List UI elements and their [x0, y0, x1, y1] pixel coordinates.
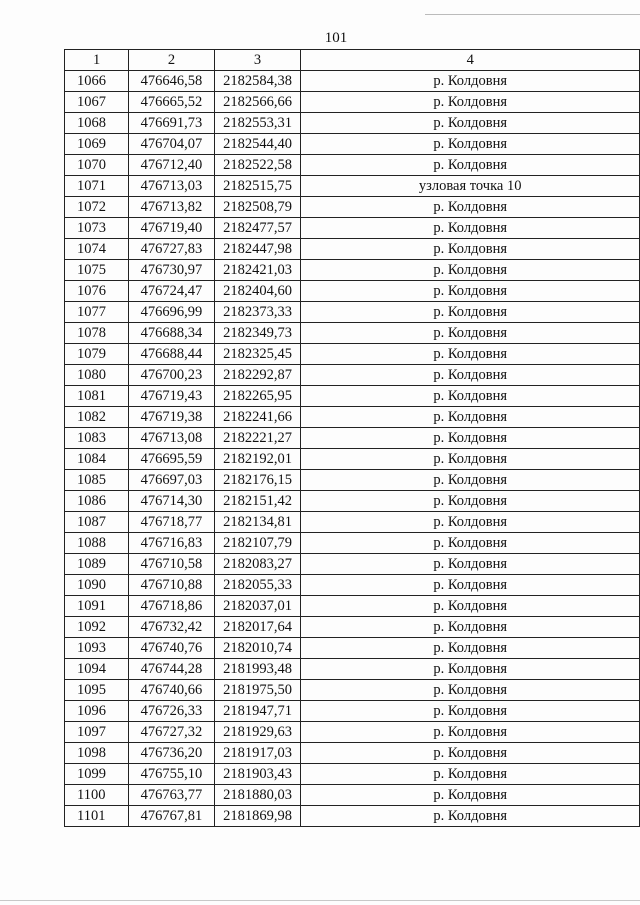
point-number-cell: 1068 — [65, 113, 129, 134]
description-cell: р. Колдовня — [301, 386, 640, 407]
y-coordinate-cell: 2182107,79 — [214, 533, 301, 554]
description-cell: р. Колдовня — [301, 680, 640, 701]
description-cell: р. Колдовня — [301, 743, 640, 764]
y-coordinate-cell: 2181947,71 — [214, 701, 301, 722]
description-cell: р. Колдовня — [301, 449, 640, 470]
description-cell: р. Колдовня — [301, 575, 640, 596]
point-number-cell: 1088 — [65, 533, 129, 554]
y-coordinate-cell: 2182584,38 — [214, 71, 301, 92]
description-cell: р. Колдовня — [301, 113, 640, 134]
description-cell: р. Колдовня — [301, 806, 640, 827]
point-number-cell: 1070 — [65, 155, 129, 176]
table-row — [65, 617, 640, 638]
y-coordinate-cell: 2181880,03 — [214, 785, 301, 806]
x-coordinate-cell: 476719,40 — [129, 218, 214, 239]
table-row — [65, 701, 640, 722]
y-coordinate-cell: 2182349,73 — [214, 323, 301, 344]
x-coordinate-cell: 476732,42 — [129, 617, 214, 638]
y-coordinate-cell: 2181903,43 — [214, 764, 301, 785]
y-coordinate-cell: 2182265,95 — [214, 386, 301, 407]
description-cell: узловая точка 10 — [301, 176, 640, 197]
point-number-cell: 1080 — [65, 365, 129, 386]
table-row — [65, 71, 640, 92]
description-cell: р. Колдовня — [301, 701, 640, 722]
y-coordinate-cell: 2182566,66 — [214, 92, 301, 113]
x-coordinate-cell: 476718,86 — [129, 596, 214, 617]
y-coordinate-cell: 2182292,87 — [214, 365, 301, 386]
y-coordinate-cell: 2182404,60 — [214, 281, 301, 302]
x-coordinate-cell: 476730,97 — [129, 260, 214, 281]
point-number-cell: 1092 — [65, 617, 129, 638]
x-coordinate-cell: 476695,59 — [129, 449, 214, 470]
header-cell-4: 4 — [301, 50, 640, 71]
point-number-cell: 1082 — [65, 407, 129, 428]
table-row — [65, 386, 640, 407]
y-coordinate-cell: 2182055,33 — [214, 575, 301, 596]
point-number-cell: 1069 — [65, 134, 129, 155]
description-cell: р. Колдовня — [301, 155, 640, 176]
table-row — [65, 743, 640, 764]
point-number-cell: 1093 — [65, 638, 129, 659]
description-cell: р. Колдовня — [301, 92, 640, 113]
description-cell: р. Колдовня — [301, 554, 640, 575]
y-coordinate-cell: 2182421,03 — [214, 260, 301, 281]
point-number-cell: 1071 — [65, 176, 129, 197]
table-row — [65, 428, 640, 449]
table-row — [65, 323, 640, 344]
table-row — [65, 575, 640, 596]
table-row — [65, 92, 640, 113]
x-coordinate-cell: 476713,03 — [129, 176, 214, 197]
y-coordinate-cell: 2182522,58 — [214, 155, 301, 176]
table-row — [65, 785, 640, 806]
y-coordinate-cell: 2182477,57 — [214, 218, 301, 239]
x-coordinate-cell: 476714,30 — [129, 491, 214, 512]
table-row — [65, 218, 640, 239]
point-number-cell: 1097 — [65, 722, 129, 743]
y-coordinate-cell: 2181917,03 — [214, 743, 301, 764]
table-row — [65, 533, 640, 554]
table-row — [65, 197, 640, 218]
x-coordinate-cell: 476740,76 — [129, 638, 214, 659]
table-row — [65, 407, 640, 428]
x-coordinate-cell: 476719,43 — [129, 386, 214, 407]
table-row — [65, 596, 640, 617]
x-coordinate-cell: 476710,58 — [129, 554, 214, 575]
point-number-cell: 1074 — [65, 239, 129, 260]
page-number: 101 — [324, 30, 348, 46]
point-number-cell: 1075 — [65, 260, 129, 281]
y-coordinate-cell: 2182192,01 — [214, 449, 301, 470]
point-number-cell: 1089 — [65, 554, 129, 575]
point-number-cell: 1083 — [65, 428, 129, 449]
y-coordinate-cell: 2182221,27 — [214, 428, 301, 449]
description-cell: р. Колдовня — [301, 491, 640, 512]
y-coordinate-cell: 2182151,42 — [214, 491, 301, 512]
y-coordinate-cell: 2182544,40 — [214, 134, 301, 155]
x-coordinate-cell: 476724,47 — [129, 281, 214, 302]
description-cell: р. Колдовня — [301, 659, 640, 680]
x-coordinate-cell: 476727,83 — [129, 239, 214, 260]
y-coordinate-cell: 2182037,01 — [214, 596, 301, 617]
point-number-cell: 1072 — [65, 197, 129, 218]
y-coordinate-cell: 2181929,63 — [214, 722, 301, 743]
point-number-cell: 1087 — [65, 512, 129, 533]
x-coordinate-cell: 476712,40 — [129, 155, 214, 176]
x-coordinate-cell: 476727,32 — [129, 722, 214, 743]
description-cell: р. Колдовня — [301, 281, 640, 302]
table-row — [65, 659, 640, 680]
table-row — [65, 491, 640, 512]
description-cell: р. Колдовня — [301, 344, 640, 365]
x-coordinate-cell: 476763,77 — [129, 785, 214, 806]
y-coordinate-cell: 2182325,45 — [214, 344, 301, 365]
table-header-row — [65, 50, 640, 71]
table-row — [65, 680, 640, 701]
description-cell: р. Колдовня — [301, 197, 640, 218]
y-coordinate-cell: 2182553,31 — [214, 113, 301, 134]
x-coordinate-cell: 476744,28 — [129, 659, 214, 680]
x-coordinate-cell: 476696,99 — [129, 302, 214, 323]
point-number-cell: 1098 — [65, 743, 129, 764]
coordinates-table — [64, 49, 640, 827]
description-cell: р. Колдовня — [301, 533, 640, 554]
x-coordinate-cell: 476697,03 — [129, 470, 214, 491]
point-number-cell: 1076 — [65, 281, 129, 302]
description-cell: р. Колдовня — [301, 323, 640, 344]
table-body — [65, 50, 640, 827]
header-cell-2: 2 — [129, 50, 214, 71]
x-coordinate-cell: 476767,81 — [129, 806, 214, 827]
table-row — [65, 281, 640, 302]
table-row — [65, 470, 640, 491]
description-cell: р. Колдовня — [301, 596, 640, 617]
description-cell: р. Колдовня — [301, 617, 640, 638]
description-cell: р. Колдовня — [301, 239, 640, 260]
y-coordinate-cell: 2182010,74 — [214, 638, 301, 659]
x-coordinate-cell: 476713,08 — [129, 428, 214, 449]
point-number-cell: 1078 — [65, 323, 129, 344]
point-number-cell: 1086 — [65, 491, 129, 512]
y-coordinate-cell: 2181993,48 — [214, 659, 301, 680]
y-coordinate-cell: 2182241,66 — [214, 407, 301, 428]
header-cell-3: 3 — [214, 50, 301, 71]
table-row — [65, 302, 640, 323]
table-row — [65, 155, 640, 176]
description-cell: р. Колдовня — [301, 407, 640, 428]
description-cell: р. Колдовня — [301, 470, 640, 491]
y-coordinate-cell: 2182373,33 — [214, 302, 301, 323]
x-coordinate-cell: 476719,38 — [129, 407, 214, 428]
x-coordinate-cell: 476755,10 — [129, 764, 214, 785]
table-row — [65, 722, 640, 743]
scan-bottom-edge — [0, 900, 640, 901]
point-number-cell: 1084 — [65, 449, 129, 470]
description-cell: р. Колдовня — [301, 785, 640, 806]
y-coordinate-cell: 2182515,75 — [214, 176, 301, 197]
description-cell: р. Колдовня — [301, 638, 640, 659]
y-coordinate-cell: 2181869,98 — [214, 806, 301, 827]
point-number-cell: 1073 — [65, 218, 129, 239]
point-number-cell: 1096 — [65, 701, 129, 722]
x-coordinate-cell: 476736,20 — [129, 743, 214, 764]
description-cell: р. Колдовня — [301, 512, 640, 533]
point-number-cell: 1066 — [65, 71, 129, 92]
x-coordinate-cell: 476713,82 — [129, 197, 214, 218]
description-cell: р. Колдовня — [301, 764, 640, 785]
point-number-cell: 1090 — [65, 575, 129, 596]
description-cell: р. Колдовня — [301, 260, 640, 281]
x-coordinate-cell: 476704,07 — [129, 134, 214, 155]
table-row — [65, 449, 640, 470]
point-number-cell: 1100 — [65, 785, 129, 806]
table-row — [65, 806, 640, 827]
table-row — [65, 113, 640, 134]
x-coordinate-cell: 476691,73 — [129, 113, 214, 134]
point-number-cell: 1085 — [65, 470, 129, 491]
table-row — [65, 134, 640, 155]
x-coordinate-cell: 476665,52 — [129, 92, 214, 113]
table-row — [65, 176, 640, 197]
table-row — [65, 365, 640, 386]
description-cell: р. Колдовня — [301, 218, 640, 239]
y-coordinate-cell: 2182447,98 — [214, 239, 301, 260]
point-number-cell: 1079 — [65, 344, 129, 365]
table-row — [65, 239, 640, 260]
table-row — [65, 512, 640, 533]
point-number-cell: 1067 — [65, 92, 129, 113]
x-coordinate-cell: 476716,83 — [129, 533, 214, 554]
x-coordinate-cell: 476718,77 — [129, 512, 214, 533]
x-coordinate-cell: 476646,58 — [129, 71, 214, 92]
header-cell-1: 1 — [65, 50, 129, 71]
description-cell: р. Колдовня — [301, 302, 640, 323]
description-cell: р. Колдовня — [301, 428, 640, 449]
point-number-cell: 1095 — [65, 680, 129, 701]
point-number-cell: 1099 — [65, 764, 129, 785]
y-coordinate-cell: 2181975,50 — [214, 680, 301, 701]
y-coordinate-cell: 2182017,64 — [214, 617, 301, 638]
point-number-cell: 1077 — [65, 302, 129, 323]
x-coordinate-cell: 476688,34 — [129, 323, 214, 344]
x-coordinate-cell: 476740,66 — [129, 680, 214, 701]
table-row — [65, 764, 640, 785]
point-number-cell: 1094 — [65, 659, 129, 680]
description-cell: р. Колдовня — [301, 722, 640, 743]
point-number-cell: 1081 — [65, 386, 129, 407]
table-row — [65, 344, 640, 365]
x-coordinate-cell: 476688,44 — [129, 344, 214, 365]
scan-edge-line — [425, 14, 640, 15]
x-coordinate-cell: 476700,23 — [129, 365, 214, 386]
y-coordinate-cell: 2182083,27 — [214, 554, 301, 575]
x-coordinate-cell: 476726,33 — [129, 701, 214, 722]
table-row — [65, 260, 640, 281]
description-cell: р. Колдовня — [301, 134, 640, 155]
description-cell: р. Колдовня — [301, 71, 640, 92]
point-number-cell: 1101 — [65, 806, 129, 827]
description-cell: р. Колдовня — [301, 365, 640, 386]
y-coordinate-cell: 2182134,81 — [214, 512, 301, 533]
point-number-cell: 1091 — [65, 596, 129, 617]
y-coordinate-cell: 2182176,15 — [214, 470, 301, 491]
x-coordinate-cell: 476710,88 — [129, 575, 214, 596]
y-coordinate-cell: 2182508,79 — [214, 197, 301, 218]
table-row — [65, 638, 640, 659]
table-row — [65, 554, 640, 575]
